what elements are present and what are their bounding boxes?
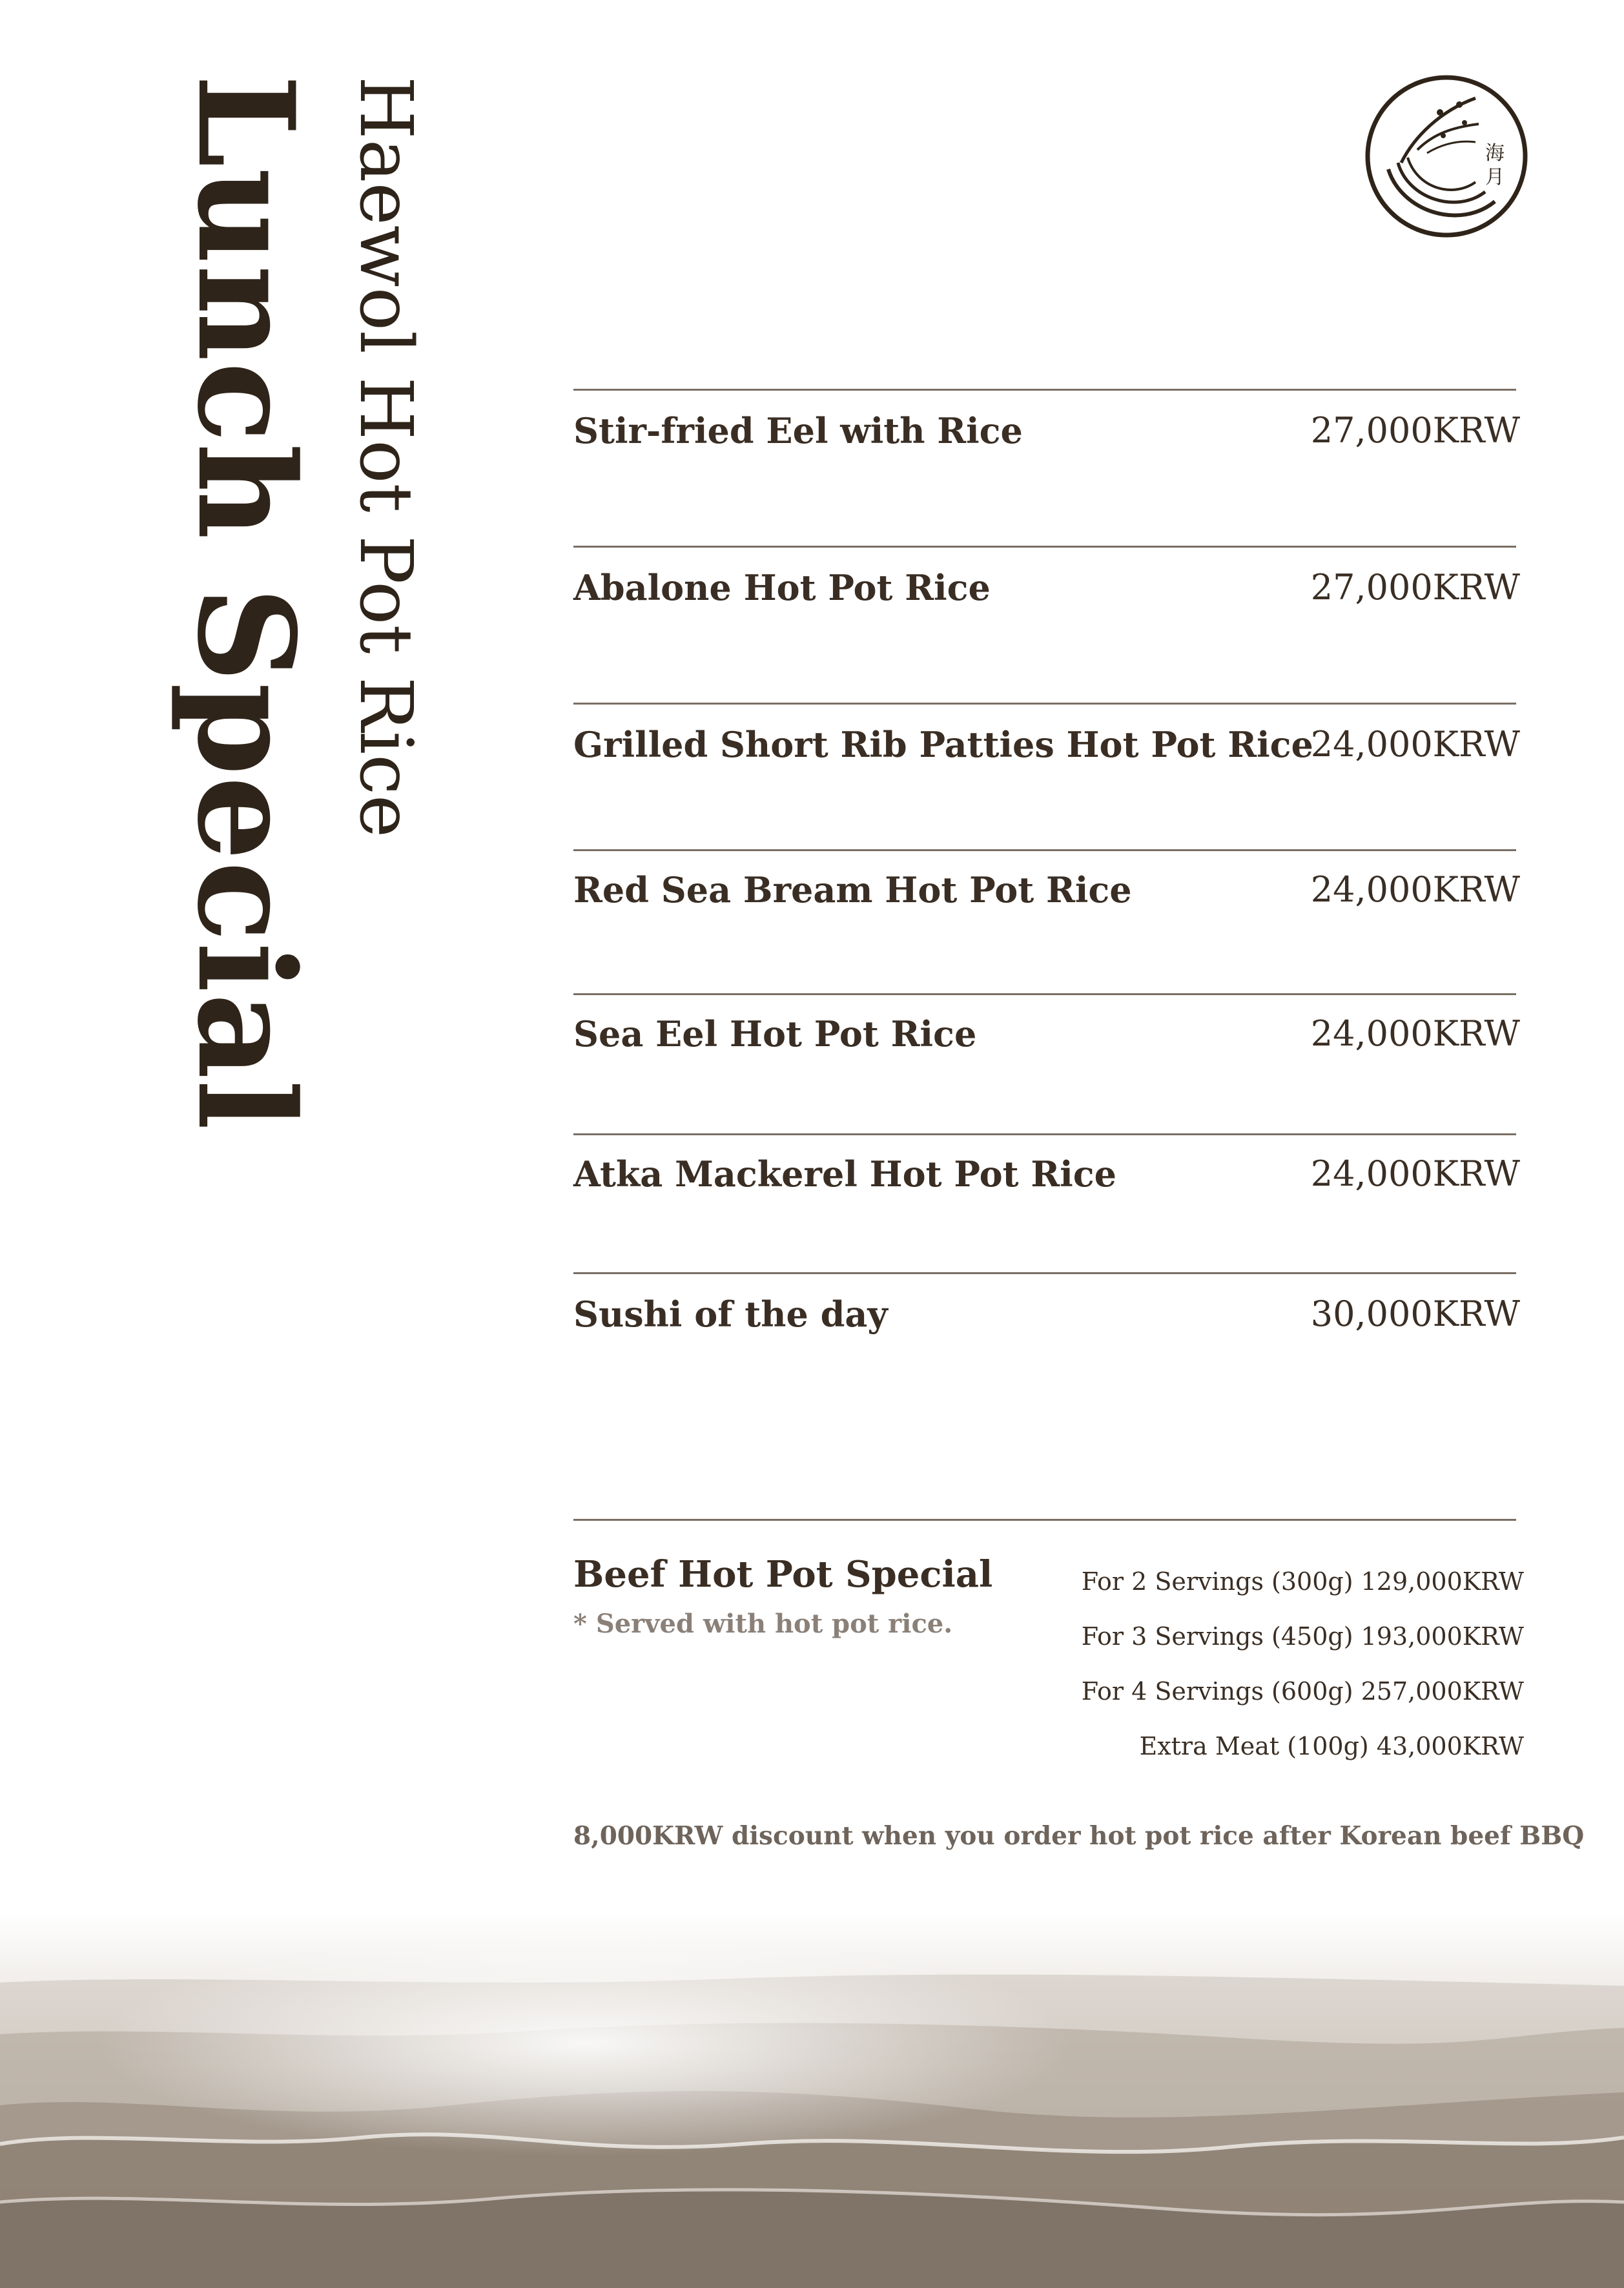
menu-item-name: Stir-fried Eel with Rice xyxy=(573,410,1023,451)
menu-item-price: 27,000KRW xyxy=(1310,567,1520,608)
menu-item xyxy=(573,546,1520,703)
beef-options xyxy=(1082,1554,1524,1774)
menu-item-price: 27,000KRW xyxy=(1310,410,1520,451)
menu-item-name: Atka Mackerel Hot Pot Rice xyxy=(573,1153,1116,1195)
menu-item xyxy=(573,1272,1520,1403)
menu-item-name: Sushi of the day xyxy=(573,1293,888,1335)
menu-item-price: 24,000KRW xyxy=(1310,724,1520,765)
beef-hot-pot-note: * Served with hot pot rice. xyxy=(573,1609,953,1639)
beef-hot-pot-title: Beef Hot Pot Special xyxy=(573,1553,993,1596)
menu-item-name: Red Sea Bream Hot Pot Rice xyxy=(573,869,1132,911)
menu-item xyxy=(573,993,1520,1133)
discount-note: 8,000KRW discount when you order hot pot rice after Korean beef BBQ xyxy=(573,1821,1585,1851)
beef-option: For 4 Servings (600g) 257,000KRW xyxy=(1081,1677,1524,1706)
menu-item-price: 24,000KRW xyxy=(1310,1153,1520,1194)
page-subtitle: Haewol Hot Pot Rice xyxy=(344,76,427,838)
menu-item-name: Sea Eel Hot Pot Rice xyxy=(573,1013,977,1055)
beef-option: For 2 Servings (300g) 129,000KRW xyxy=(1081,1567,1524,1596)
menu-item xyxy=(573,849,1520,993)
logo-glyph-moon: 月 xyxy=(1485,166,1505,189)
beef-option: For 3 Servings (450g) 193,000KRW xyxy=(1081,1622,1524,1651)
menu-item xyxy=(573,389,1520,546)
menu-list xyxy=(573,389,1520,1403)
menu-item-name: Grilled Short Rib Patties Hot Pot Rice xyxy=(573,724,1313,765)
beef-hot-pot-section xyxy=(573,1519,1524,1766)
menu-item-price: 24,000KRW xyxy=(1310,869,1520,910)
logo-glyph-sea: 海 xyxy=(1485,142,1505,165)
menu-item-price: 24,000KRW xyxy=(1310,1013,1520,1054)
menu-item-name: Abalone Hot Pot Rice xyxy=(573,567,991,608)
sea-waves-illustration xyxy=(0,1912,1624,2288)
menu-item xyxy=(573,1133,1520,1272)
page-title: Lunch Special xyxy=(168,74,323,1131)
menu-item-price: 30,000KRW xyxy=(1310,1293,1520,1334)
beef-option: Extra Meat (100g) 43,000KRW xyxy=(1139,1732,1524,1760)
restaurant-logo-icon xyxy=(1362,72,1530,240)
menu-item xyxy=(573,703,1520,849)
